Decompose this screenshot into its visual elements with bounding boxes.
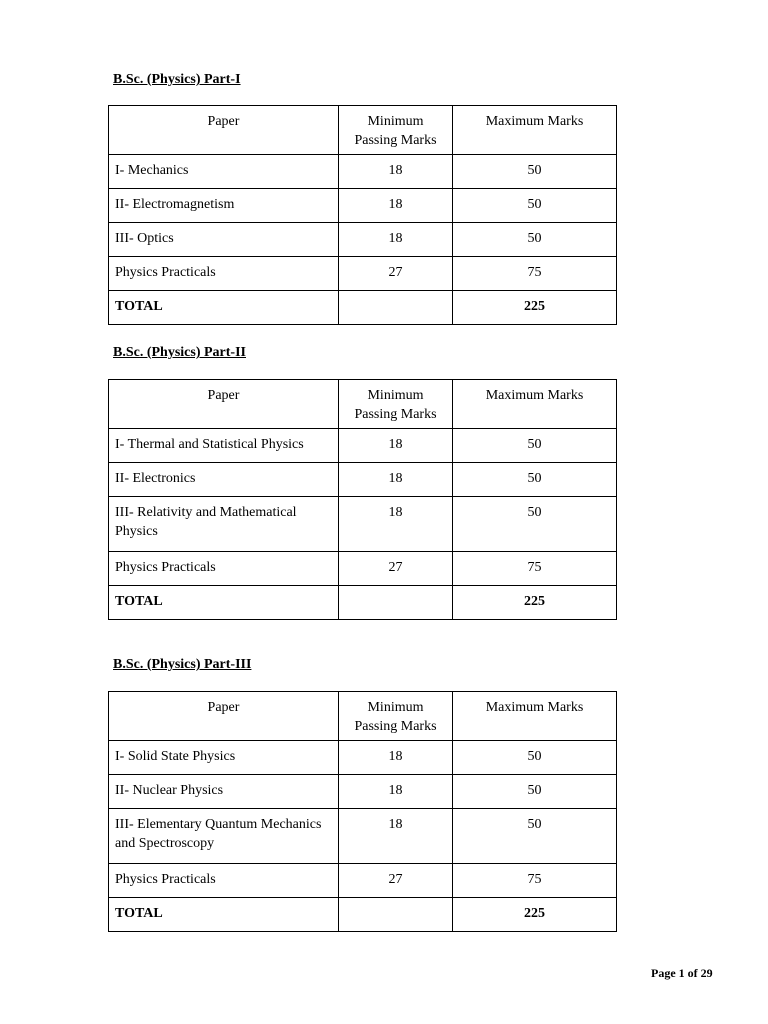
table-header-row (109, 380, 617, 429)
paper-name: III- Elementary Quantum Mechanics and Spectroscopy (109, 809, 339, 864)
min-marks: 18 (339, 189, 453, 223)
total-label: TOTAL (109, 898, 339, 932)
header-paper: Paper (109, 106, 339, 155)
header-max-marks: Maximum Marks (453, 106, 617, 155)
table-header-row (109, 106, 617, 155)
paper-name: Physics Practicals (109, 864, 339, 898)
max-marks: 75 (453, 864, 617, 898)
table-row (109, 775, 617, 809)
min-marks: 27 (339, 257, 453, 291)
paper-name: II- Nuclear Physics (109, 775, 339, 809)
table-row (109, 429, 617, 463)
min-marks: 18 (339, 223, 453, 257)
max-marks: 75 (453, 552, 617, 586)
min-marks: 27 (339, 552, 453, 586)
total-max: 225 (453, 898, 617, 932)
section-title-part-3: B.Sc. (Physics) Part-III (113, 657, 252, 672)
min-marks: 18 (339, 809, 453, 864)
max-marks: 50 (453, 463, 617, 497)
max-marks: 50 (453, 741, 617, 775)
table-row (109, 155, 617, 189)
min-marks: 27 (339, 864, 453, 898)
max-marks: 50 (453, 775, 617, 809)
header-min-passing: Minimum Passing Marks (339, 380, 453, 429)
total-min (339, 586, 453, 620)
total-max: 225 (453, 291, 617, 325)
total-row (109, 898, 617, 932)
marks-table-part-3 (108, 691, 617, 932)
header-max-marks: Maximum Marks (453, 380, 617, 429)
table-row (109, 864, 617, 898)
max-marks: 50 (453, 429, 617, 463)
total-min (339, 291, 453, 325)
paper-name: I- Mechanics (109, 155, 339, 189)
paper-name: III- Optics (109, 223, 339, 257)
total-label: TOTAL (109, 291, 339, 325)
paper-name: I- Solid State Physics (109, 741, 339, 775)
total-row (109, 586, 617, 620)
section-title-part-2: B.Sc. (Physics) Part-II (113, 345, 246, 360)
max-marks: 50 (453, 497, 617, 552)
paper-name: II- Electromagnetism (109, 189, 339, 223)
min-marks: 18 (339, 463, 453, 497)
paper-name: Physics Practicals (109, 257, 339, 291)
max-marks: 50 (453, 809, 617, 864)
paper-name: Physics Practicals (109, 552, 339, 586)
header-paper: Paper (109, 380, 339, 429)
total-row (109, 291, 617, 325)
table-row (109, 741, 617, 775)
paper-name: I- Thermal and Statistical Physics (109, 429, 339, 463)
table-row (109, 189, 617, 223)
total-min (339, 898, 453, 932)
min-marks: 18 (339, 741, 453, 775)
table-row (109, 257, 617, 291)
total-max: 225 (453, 586, 617, 620)
header-min-passing: Minimum Passing Marks (339, 692, 453, 741)
page-number: Page 1 of 29 (651, 966, 713, 980)
header-paper: Paper (109, 692, 339, 741)
max-marks: 75 (453, 257, 617, 291)
table-row (109, 809, 617, 864)
min-marks: 18 (339, 497, 453, 552)
marks-table-part-1 (108, 105, 617, 325)
header-min-passing: Minimum Passing Marks (339, 106, 453, 155)
section-title-part-1: B.Sc. (Physics) Part-I (113, 72, 241, 87)
table-row (109, 552, 617, 586)
total-label: TOTAL (109, 586, 339, 620)
marks-table-part-2 (108, 379, 617, 620)
table-row (109, 497, 617, 552)
max-marks: 50 (453, 155, 617, 189)
table-row (109, 223, 617, 257)
header-max-marks: Maximum Marks (453, 692, 617, 741)
max-marks: 50 (453, 223, 617, 257)
max-marks: 50 (453, 189, 617, 223)
table-row (109, 463, 617, 497)
min-marks: 18 (339, 775, 453, 809)
paper-name: II- Electronics (109, 463, 339, 497)
table-header-row (109, 692, 617, 741)
min-marks: 18 (339, 155, 453, 189)
paper-name: III- Relativity and Mathematical Physics (109, 497, 339, 552)
min-marks: 18 (339, 429, 453, 463)
